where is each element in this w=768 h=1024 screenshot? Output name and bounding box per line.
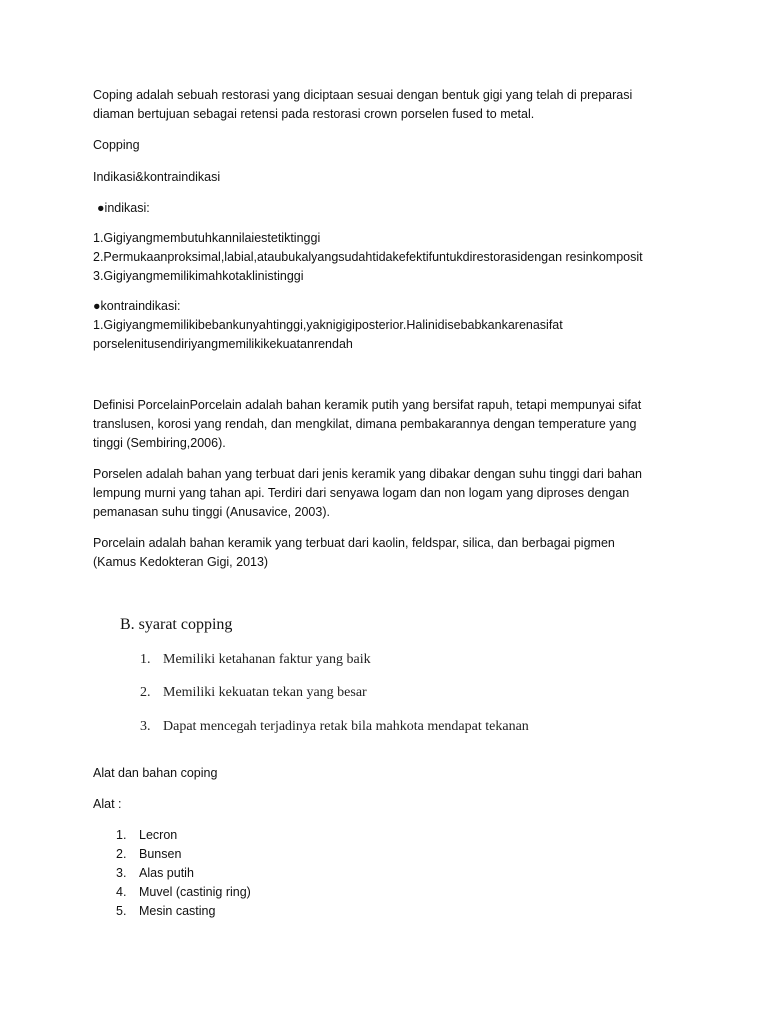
indikasi-list [93, 229, 683, 286]
alat-item-number: 2. [116, 847, 127, 861]
heading-indikasi-kontraindikasi: Indikasi&kontraindikasi [93, 170, 221, 184]
alat-item-text: Mesin casting [139, 904, 216, 918]
syarat-item-text: Memiliki ketahanan faktur yang baik [163, 652, 371, 667]
kontraindikasi-label: ●kontraindikasi: [93, 299, 181, 313]
alat-item-number: 4. [116, 885, 127, 899]
indikasi-item: 1.Gigiyangmembutuhkannilaiestetiktinggi [93, 231, 321, 245]
alat-item [116, 845, 181, 864]
alat-bahan-heading: Alat dan bahan coping [93, 766, 218, 780]
intro-line: Coping adalah sebuah restorasi yang diciptaan sesuai dengan bentuk gigi yang telah di preparasi [93, 88, 633, 102]
alat-item [116, 826, 177, 845]
kamus-definition [93, 534, 683, 572]
heading-copping: Copping [93, 138, 140, 152]
alat-heading: Alat : [93, 797, 122, 811]
porcelain-definition-line: Definisi PorcelainPorcelain adalah bahan keramik putih yang bersifat rapuh, tetapi mempunyai sifat [93, 398, 642, 412]
syarat-item-number: 3. [140, 719, 151, 734]
porselen-definition-line: lempung murni yang tahan api. Terdiri dari senyawa logam dan non logam yang diproses dengan [93, 486, 630, 500]
kontraindikasi-line: porselenitusendiriyangmemilikikekuatanrendah [93, 337, 353, 351]
indikasi-label: ●indikasi: [97, 201, 150, 215]
porselen-definition [93, 465, 683, 522]
porselen-definition-line: Porselen adalah bahan yang terbuat dari jenis keramik yang dibakar dengan suhu tinggi dari bahan [93, 467, 642, 481]
syarat-heading: B. syarat copping [120, 616, 233, 633]
syarat-item-number: 1. [140, 652, 151, 667]
syarat-item [140, 652, 371, 668]
porcelain-definition-line: tinggi (Sembiring,2006). [93, 436, 226, 450]
syarat-item-text: Memiliki kekuatan tekan yang besar [163, 685, 367, 700]
porcelain-definition [93, 396, 683, 453]
kamus-definition-line: (Kamus Kedokteran Gigi, 2013) [93, 555, 269, 569]
alat-item-number: 5. [116, 904, 127, 918]
alat-item [116, 864, 194, 883]
alat-item [116, 902, 215, 921]
indikasi-item: 3.Gigiyangmemilikimahkotaklinistinggi [93, 269, 304, 283]
alat-item-text: Muvel (castinig ring) [139, 885, 251, 899]
intro-paragraph [93, 86, 683, 124]
syarat-item [140, 719, 529, 735]
indikasi-item: 2.Permukaanproksimal,labial,ataubukalyangsudahtidakefektifuntukdirestorasidengan resinkomposit [93, 250, 643, 264]
syarat-item-number: 2. [140, 685, 151, 700]
alat-item-text: Alas putih [139, 866, 194, 880]
porselen-definition-line: pemanasan suhu tinggi (Anusavice, 2003). [93, 505, 330, 519]
alat-item-number: 3. [116, 866, 127, 880]
alat-item-text: Bunsen [139, 847, 182, 861]
alat-item [116, 883, 251, 902]
intro-line: diaman bertujuan sebagai retensi pada restorasi crown porselen fused to metal. [93, 107, 535, 121]
kontraindikasi-block [93, 297, 683, 354]
alat-item-text: Lecron [139, 828, 178, 842]
kamus-definition-line: Porcelain adalah bahan keramik yang terbuat dari kaolin, feldspar, silica, dan berbagai pigmen [93, 536, 615, 550]
alat-item-number: 1. [116, 828, 127, 842]
syarat-item-text: Dapat mencegah terjadinya retak bila mahkota mendapat tekanan [163, 719, 529, 734]
syarat-item [140, 685, 367, 701]
kontraindikasi-line: 1.Gigiyangmemilikibebankunyahtinggi,yaknigigiposterior.Halinidisebabkankarenasifat [93, 318, 563, 332]
porcelain-definition-line: translusen, korosi yang rendah, dan mengkilat, dimana pembakarannya dengan temperature yang [93, 417, 637, 431]
